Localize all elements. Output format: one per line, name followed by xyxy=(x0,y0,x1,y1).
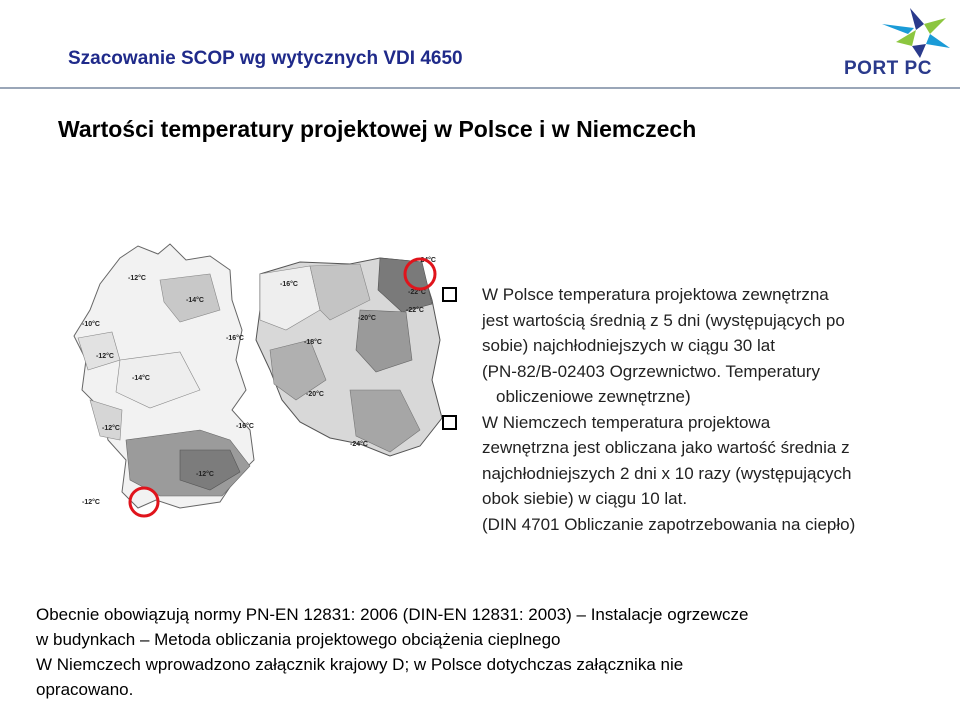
checkbox-bullet-icon xyxy=(442,287,457,302)
map-label: -14°C xyxy=(132,375,150,382)
map-label: -16°C xyxy=(280,281,298,288)
bullet-list xyxy=(440,282,960,537)
bottom-line: W Niemczech wprowadzono załącznik krajowy D; w Polsce dotychczas załącznika nie xyxy=(36,655,684,674)
map-label: -22°C xyxy=(406,307,424,314)
bullet-line: jest wartością średnią z 5 dni (występujących po xyxy=(482,310,845,330)
map-label: -18°C xyxy=(304,339,322,346)
checkbox-bullet-icon xyxy=(442,415,457,430)
header-divider xyxy=(0,87,960,89)
bullet-line: najchłodniejszych 2 dni x 10 razy (występujących xyxy=(482,463,852,483)
map-label: -12°C xyxy=(102,425,120,432)
bottom-line: opracowano. xyxy=(36,680,134,699)
map-label: -20°C xyxy=(358,315,376,322)
map-label: -24°C xyxy=(418,257,436,264)
map-label: -12°C xyxy=(82,499,100,506)
map-label: -16°C xyxy=(226,335,244,342)
map-label: -22°C xyxy=(408,289,426,296)
map-label: -12°C xyxy=(128,275,146,282)
poland-map xyxy=(256,256,442,456)
header-title: Szacowanie SCOP wg wytycznych VDI 4650 xyxy=(68,48,463,69)
bullet-line: obok siebie) w ciągu 10 lat. xyxy=(482,489,688,508)
bullet-line: zewnętrzna jest obliczana jako wartość średnia z xyxy=(482,438,850,457)
bottom-line: w budynkach – Metoda obliczania projektowego obciążenia cieplnego xyxy=(36,630,561,649)
bottom-note xyxy=(36,602,946,702)
map-label: -10°C xyxy=(82,321,100,328)
bottom-line: Obecnie obowiązują normy PN-EN 12831: 2006 (DIN-EN 12831: 2003) – Instalacje ogrzewcze xyxy=(36,605,749,624)
bullet-line: obliczeniowe zewnętrzne) xyxy=(496,387,691,406)
germany-map xyxy=(74,244,254,516)
logo-text: PORT PC xyxy=(844,58,932,79)
bullet-line: (PN-82/B-02403 Ogrzewnictwo. Temperatury xyxy=(482,361,820,381)
map-label: -24°C xyxy=(350,441,368,448)
bullet-line: sobie) najchłodniejszych w ciągu 30 lat xyxy=(482,336,775,355)
map-label: -12°C xyxy=(96,353,114,360)
map-label: -16°C xyxy=(236,423,254,430)
map-label: -14°C xyxy=(186,297,204,304)
map-label: -12°C xyxy=(196,471,214,478)
temperature-map xyxy=(60,240,455,530)
bullet-poland xyxy=(440,282,960,410)
map-label: -20°C xyxy=(306,391,324,398)
bullet-germany xyxy=(440,410,960,512)
bullet-line: W Polsce temperatura projektowa zewnętrzna xyxy=(482,285,829,304)
bullet-line: W Niemczech temperatura projektowa xyxy=(482,412,771,432)
din-note: (DIN 4701 Obliczanie zapotrzebowania na ciepło) xyxy=(482,514,856,534)
slide-title: Wartości temperatury projektowej w Polsce i w Niemczech xyxy=(58,116,697,142)
